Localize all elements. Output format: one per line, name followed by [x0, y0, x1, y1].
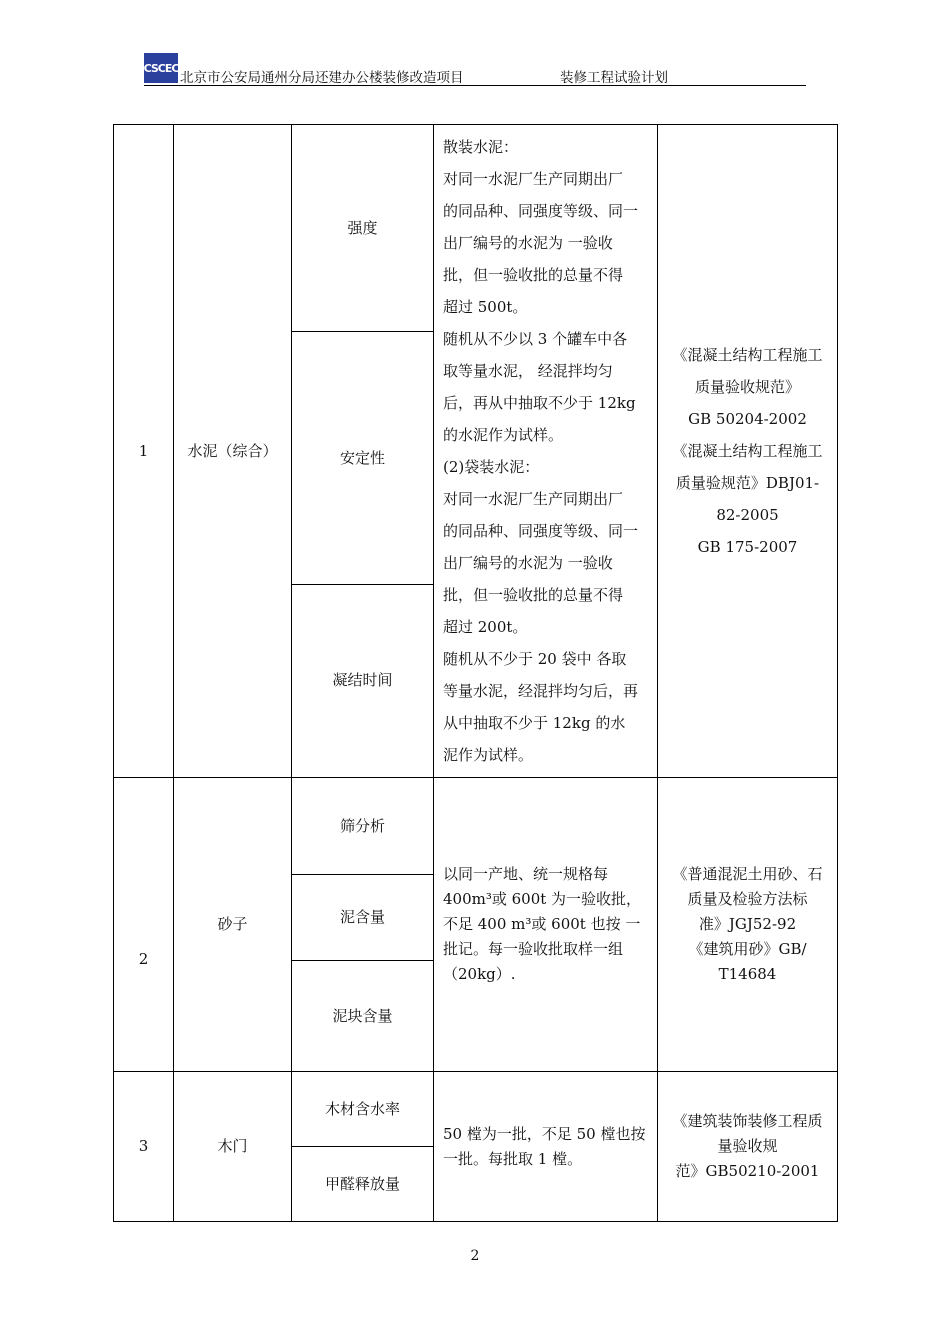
method-line: 随机从不少以 3 个罐车中各 — [443, 330, 628, 348]
method-line: 的同品种、同强度等级、同一 — [443, 522, 639, 540]
method-line: 批记。每一验收批取样一组 — [443, 940, 624, 958]
material-name: 水泥（综合） — [174, 125, 292, 778]
standard-reference — [658, 1072, 838, 1222]
test-item: 甲醛释放量 — [292, 1147, 434, 1222]
standard-line: 质量验收规范》 — [694, 378, 800, 396]
material-name: 砂子 — [174, 778, 292, 1072]
document-title: 装修工程试验计划 — [560, 70, 668, 86]
standard-line: 《建筑用砂》GB/ — [688, 940, 807, 958]
method-line: 取等量水泥， 经混拌均匀 — [443, 362, 613, 380]
standard-line: 《混凝土结构工程施工 — [672, 346, 823, 364]
method-line: 散装水泥： — [443, 138, 519, 156]
row-number: 3 — [114, 1072, 174, 1222]
method-line: 的同品种、同强度等级、同一 — [443, 202, 639, 220]
standard-line: 质量及检验方法标 — [687, 890, 808, 908]
method-line: 出厂编号的水泥为 一验收 — [443, 554, 613, 572]
method-line: 400m³或 600t 为一验收批， — [443, 890, 642, 908]
row-number: 2 — [114, 778, 174, 1072]
method-line: 后，再从中抽取不少于 12kg — [443, 394, 636, 412]
test-item: 凝结时间 — [292, 584, 434, 777]
method-line: 从中抽取不少于 12kg 的水 — [443, 714, 626, 732]
test-item: 泥块含量 — [292, 961, 434, 1072]
method-line: 随机从不少于 20 袋中 各取 — [443, 650, 627, 668]
method-line: 出厂编号的水泥为 一验收 — [443, 234, 613, 252]
test-item: 泥含量 — [292, 875, 434, 961]
method-line: 超过 200t。 — [443, 618, 528, 636]
standard-reference — [658, 125, 838, 778]
table-row — [114, 125, 838, 332]
method-line: 等量水泥，经混拌均匀后，再 — [443, 682, 639, 700]
company-logo-icon: CSCEC — [144, 53, 178, 83]
standard-reference — [658, 778, 838, 1072]
method-line: 不足 400 m³或 600t 也按 一 — [443, 915, 641, 933]
test-item: 安定性 — [292, 332, 434, 584]
table-row — [114, 1072, 838, 1147]
method-line: 50 樘为一批，不足 50 樘也按 — [443, 1124, 646, 1143]
test-item: 强度 — [292, 125, 434, 332]
sampling-method — [434, 1072, 658, 1222]
test-item: 筛分析 — [292, 778, 434, 875]
method-line: 以同一产地、统一规格每 — [443, 865, 609, 883]
material-name: 木门 — [174, 1072, 292, 1222]
project-name: 北京市公安局通州分局还建办公楼装修改造项目 — [180, 70, 464, 86]
standard-line: 《普通混泥土用砂、石 — [672, 865, 823, 883]
standard-line: 《建筑装饰装修工程质 — [672, 1112, 823, 1130]
method-line: (2)袋装水泥： — [443, 458, 540, 476]
standard-line: 82-2005 — [716, 506, 779, 524]
method-line: 的水泥作为试样。 — [443, 426, 564, 444]
standard-line: GB 50204-2002 — [688, 410, 807, 428]
standard-line: 范》GB50210-2001 — [675, 1162, 820, 1180]
test-plan-table — [113, 124, 838, 1222]
standard-line: 《混凝土结构工程施工 — [672, 442, 823, 460]
sampling-method — [434, 125, 658, 778]
method-line: 批，但一验收批的总量不得 — [443, 266, 624, 284]
page-header — [144, 50, 806, 86]
page-number: 2 — [470, 1248, 480, 1264]
standard-line: T14684 — [718, 965, 777, 983]
standard-line: 量验收规 — [717, 1137, 778, 1155]
standard-line: GB 175-2007 — [697, 538, 798, 556]
test-item: 木材含水率 — [292, 1072, 434, 1147]
method-line: 对同一水泥厂生产同期出厂 — [443, 170, 624, 188]
method-line: 对同一水泥厂生产同期出厂 — [443, 490, 624, 508]
sampling-method — [434, 778, 658, 1072]
method-line: 泥作为试样。 — [443, 746, 534, 764]
standard-line: 质量验规范》DBJ01- — [675, 474, 820, 492]
table-row — [114, 778, 838, 875]
row-number: 1 — [114, 125, 174, 778]
standard-line: 准》JGJ52-92 — [698, 915, 797, 933]
method-line: （20kg）. — [443, 965, 516, 983]
method-line: 超过 500t。 — [443, 298, 528, 316]
method-line: 批，但一验收批的总量不得 — [443, 586, 624, 604]
method-line: 一批。每批取 1 樘。 — [443, 1149, 583, 1168]
